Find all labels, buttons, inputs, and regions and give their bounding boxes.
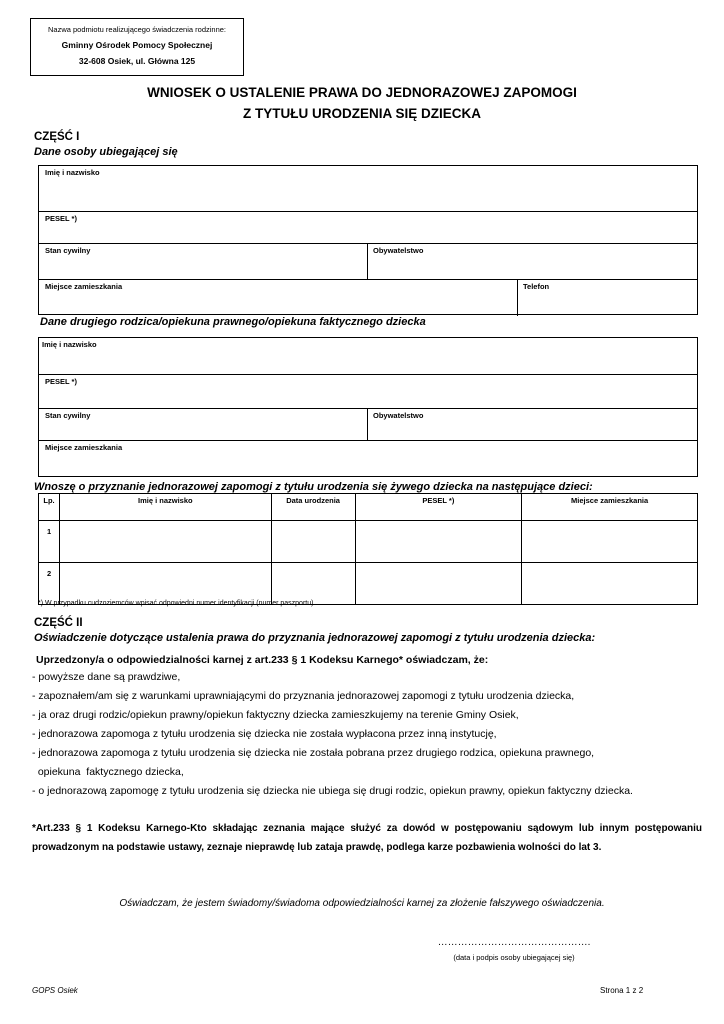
institution-caption: Nazwa podmiotu realizującego świadczenia rodzinne:: [47, 25, 226, 34]
applicant-name-label: Imię i nazwisko: [45, 168, 100, 177]
pesel-footnote: *) W przypadku cudzoziemców wpisać odpowiedni numer identyfikacji (numer paszportu).: [38, 600, 316, 607]
applicant-pesel-label: PESEL *): [45, 214, 77, 223]
child-birthdate-cell[interactable]: [271, 521, 355, 563]
second-citizenship-label: Obywatelstwo: [373, 411, 424, 420]
second-civil-label: Stan cywilny: [45, 411, 91, 420]
part1-heading: CZĘŚĆ I: [34, 131, 80, 143]
col-birthdate: Data urodzenia: [271, 494, 355, 521]
child-birthdate-cell[interactable]: [271, 563, 355, 605]
table-row: [39, 521, 698, 563]
child-residence-cell[interactable]: [522, 521, 698, 563]
second-parent-title: Dane drugiego rodzica/opiekuna prawnego/opiekuna faktycznego dziecka: [40, 316, 426, 328]
row-number: 1: [39, 521, 60, 563]
second-residence-field[interactable]: [39, 440, 697, 478]
second-parent-form: [38, 337, 698, 477]
statement-intro: Uprzedzony/a o odpowiedzialności karnej z art.233 § 1 Kodeksu Karnego* oświadczam, że:: [36, 654, 489, 666]
part1-subtitle: Dane osoby ubiegającej się: [34, 146, 178, 158]
list-item: - jednorazowa zapomoga z tytułu urodzenia się dziecka nie została wypłacona przez inną instytucję,: [32, 728, 497, 740]
signature-line[interactable]: ……………………………………….: [437, 937, 591, 948]
child-pesel-cell[interactable]: [355, 563, 522, 605]
child-residence-cell[interactable]: [522, 563, 698, 605]
title-line-2: Z TYTUŁU URODZENIA SIĘ DZIECKA: [243, 106, 481, 121]
children-table: [38, 493, 698, 605]
child-pesel-cell[interactable]: [355, 521, 522, 563]
page-number: Strona 1 z 2: [600, 986, 644, 995]
applicant-phone-label: Telefon: [523, 282, 550, 291]
statement-list: [32, 668, 712, 801]
applicant-form: [38, 165, 698, 315]
second-residence-label: Miejsce zamieszkania: [45, 443, 123, 452]
applicant-residence-label: Miejsce zamieszkania: [45, 282, 123, 291]
list-item: - o jednorazową zapomogę z tytułu urodzenia się dziecka nie ubiega się drugi rodzic, opiekun prawny, opiekun faktyczny dziecka.: [32, 785, 633, 797]
second-civil-row: [39, 408, 697, 441]
children-header-row: [39, 494, 698, 521]
applicant-citizenship-label: Obywatelstwo: [373, 246, 424, 255]
child-name-cell[interactable]: [59, 521, 271, 563]
applicant-civil-label: Stan cywilny: [45, 246, 91, 255]
footer-org: GOPS Osiek: [32, 986, 78, 995]
col-name: Imię i nazwisko: [59, 494, 271, 521]
col-residence: Miejsce zamieszkania: [522, 494, 698, 521]
oath-statement: Oświadczam, że jestem świadomy/świadoma odpowiedzialności karnej za złożenie fałszywego oświadczenia.: [119, 898, 605, 909]
list-item: - jednorazowa zapomoga z tytułu urodzenia się dziecka nie została pobrana przez drugiego rodzica, opiekuna prawnego,: [32, 747, 595, 759]
article-233: *Art.233 § 1 Kodeksu Karnego-Kto składając zeznania mające służyć za dowód w postępowaniu sądowym lub innym postępowaniu prowadzonym na podstawie ustawy, zeznaje nieprawdę lub zataja prawdę, podlega karze pozbawienia wolności do lat 3.: [32, 823, 702, 853]
second-name-label: Imię i nazwisko: [42, 340, 97, 349]
signature-caption: (data i podpis osoby ubiegającej się): [453, 953, 575, 962]
children-title: Wnoszę o przyznanie jednorazowej zapomogi z tytułu urodzenia się żywego dziecka na następujące dzieci:: [34, 481, 593, 493]
list-item: - powyższe dane są prawdziwe,: [32, 671, 181, 683]
institution-name: Gminny Ośrodek Pomocy Społecznej: [61, 40, 213, 50]
applicant-name-field[interactable]: [39, 166, 697, 211]
applicant-residence-row: [39, 279, 697, 316]
list-item: - ja oraz drugi rodzic/opiekun prawny/opiekun faktyczny dziecka zamieszkujemy na terenie Gminy Osiek,: [32, 709, 519, 721]
child-name-cell[interactable]: [59, 563, 271, 605]
applicant-civil-row: [39, 243, 697, 280]
col-lp: Lp.: [39, 494, 60, 521]
applicant-pesel-field[interactable]: [39, 211, 697, 244]
institution-address: 32-608 Osiek, ul. Główna 125: [78, 56, 196, 66]
title-line-1: WNIOSEK O USTALENIE PRAWA DO JEDNORAZOWEJ ZAPOMOGI: [147, 85, 577, 100]
table-row: [39, 563, 698, 605]
row-number: 2: [39, 563, 60, 605]
institution-box: [30, 18, 244, 76]
col-pesel: PESEL *): [355, 494, 522, 521]
second-name-field[interactable]: [39, 338, 697, 374]
second-pesel-field[interactable]: [39, 374, 697, 409]
part2-subtitle: Oświadczenie dotyczące ustalenia prawa do przyznania jednorazowej zapomogi z tytułu urodzenia dziecka:: [34, 632, 596, 644]
list-item: - zapoznałem/am się z warunkami uprawniającymi do przyznania jednorazowej zapomogi z tytułu urodzenia dziecka,: [32, 690, 575, 702]
second-pesel-label: PESEL *): [45, 377, 77, 386]
list-item: opiekuna faktycznego dziecka,: [32, 766, 184, 778]
part2-heading: CZĘŚĆ II: [34, 617, 83, 629]
